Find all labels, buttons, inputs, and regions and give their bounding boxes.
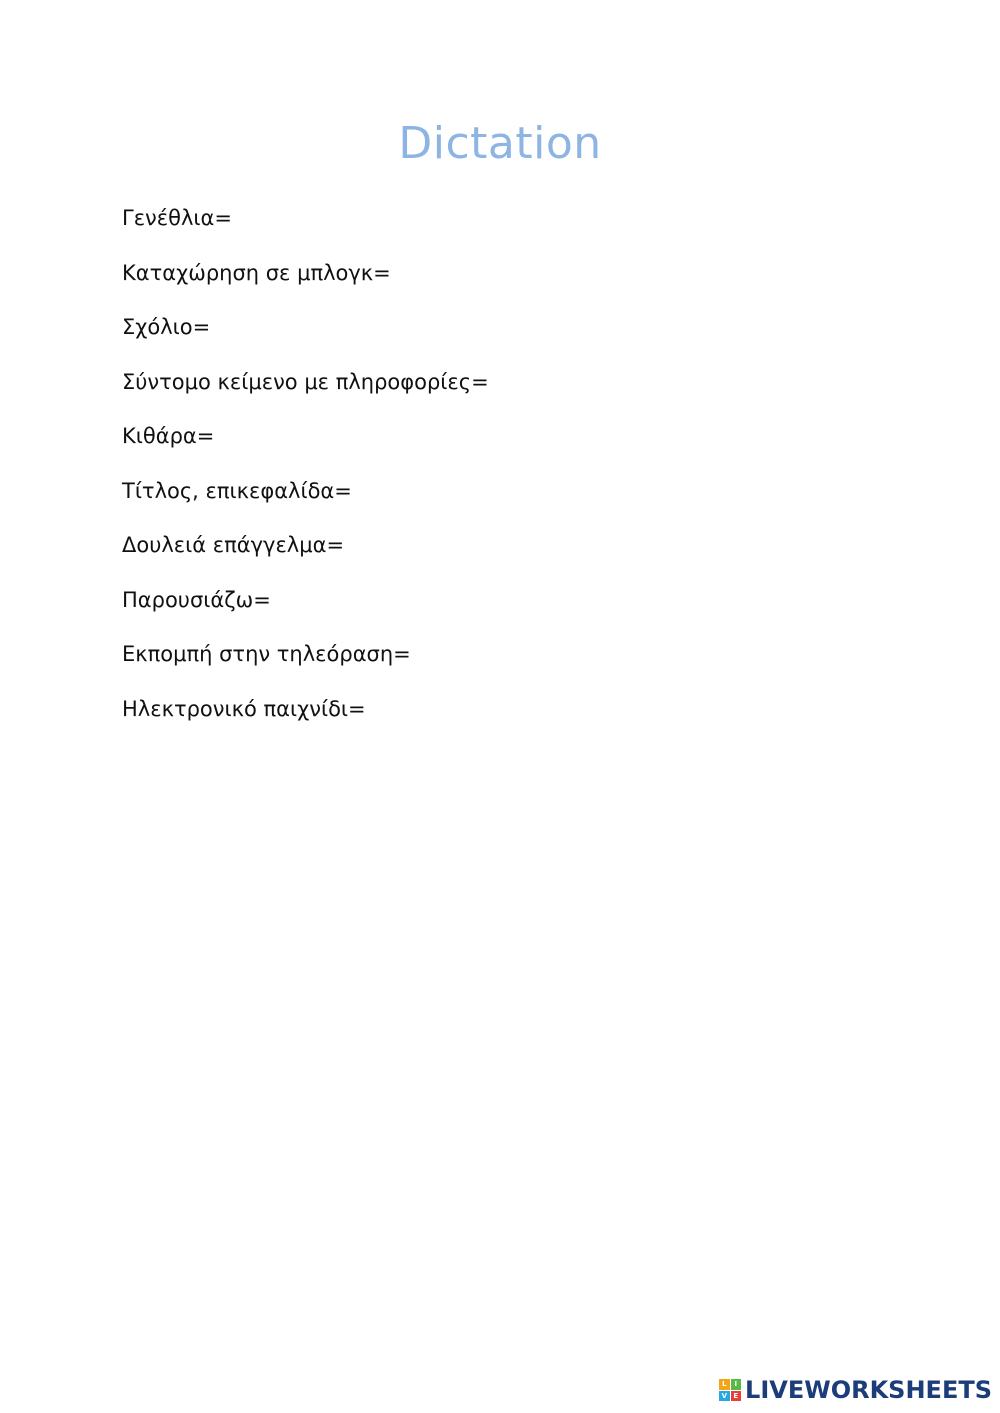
list-item: Παρουσιάζω=	[122, 587, 271, 612]
logo-mark-letter: L	[719, 1379, 730, 1390]
logo-mark-letter: I	[731, 1379, 742, 1390]
list-item: Καταχώρηση σε μπλογκ=	[122, 260, 391, 285]
page-title: Dictation	[398, 118, 602, 169]
list-item: Κιθάρα=	[122, 424, 215, 448]
dictation-list	[122, 203, 489, 748]
logo-mark-letter: V	[719, 1391, 730, 1402]
list-item: Σχόλιο=	[122, 315, 211, 339]
liveworksheets-wordmark: LIVEWORKSHEETS	[745, 1376, 992, 1404]
list-item: Γενέθλια=	[122, 206, 232, 230]
list-item: Εκπομπή στην τηλεόραση=	[122, 642, 411, 666]
list-item: Σύντομο κείμενο με πληροφορίες=	[122, 369, 489, 394]
list-item: Δουλειά επάγγελμα=	[122, 533, 345, 557]
list-item: Ηλεκτρονικό παιχνίδι=	[122, 696, 366, 721]
liveworksheets-mark-icon	[719, 1379, 741, 1401]
logo-mark-letter: E	[731, 1391, 742, 1402]
liveworksheets-logo	[719, 1375, 992, 1405]
list-item: Τίτλος, επικεφαλίδα=	[122, 478, 352, 503]
